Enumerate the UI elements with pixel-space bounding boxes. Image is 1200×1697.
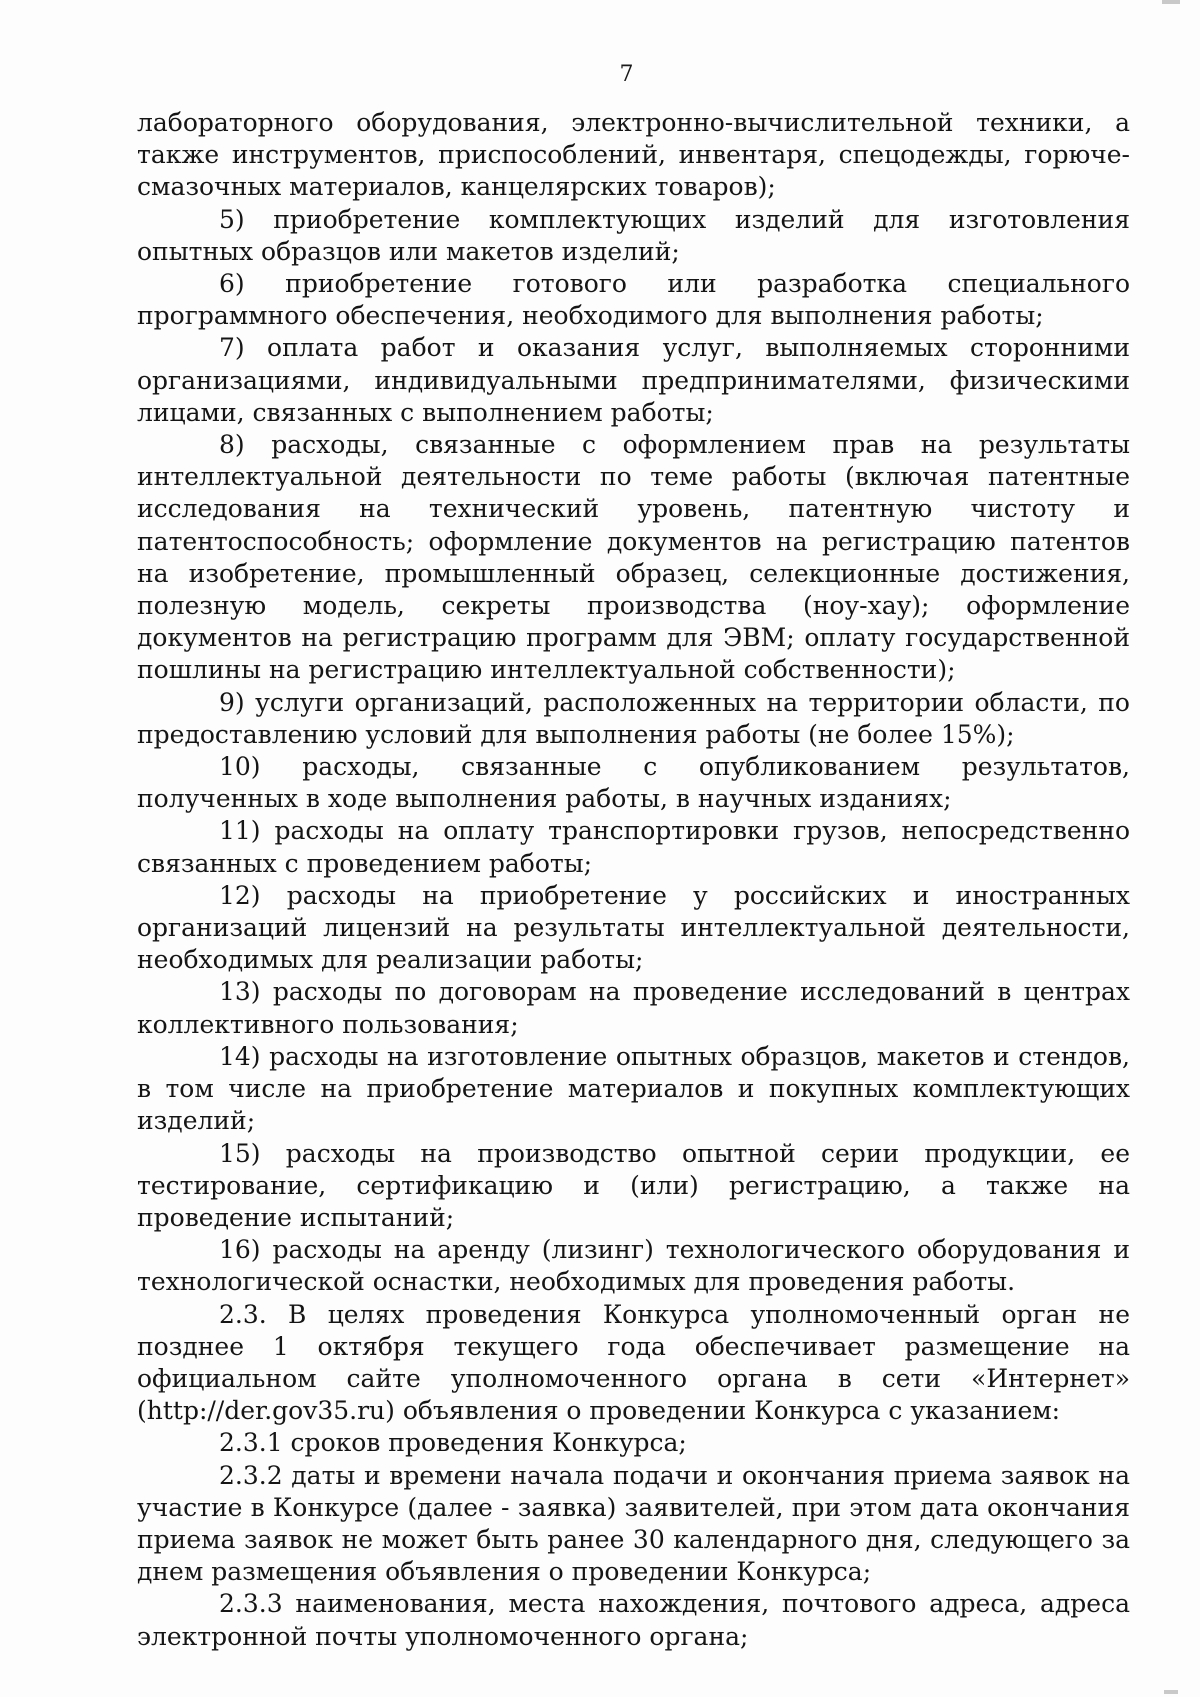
list-item-8: 8) расходы, связанные с оформлением прав на результаты интеллектуальной деятельности по теме работы (включая патентные исследования на технический уровень, патентную чистоту и патентоспособность; оформление документов на регистрацию патентов на изобретение, промышленный образец, селекционные достижения, полезную модель, секреты производства (ноу-хау); оформление документов на регистрацию программ для ЭВМ; оплату государственной пошлины на регистрацию интеллектуальной собственности); — [137, 430, 1130, 685]
paragraph-continuation: лабораторного оборудования, электронно-вычислительной техники, а также инструментов, приспособлений, инвентаря, спецодежды, горюче-смазочных материалов, канцелярских товаров); — [137, 108, 1130, 202]
list-item-13: 13) расходы по договорам на проведение исследований в центрах коллективного пользования; — [137, 977, 1130, 1039]
list-item-6: 6) приобретение готового или разработка специального программного обеспечения, необходимого для выполнения работы; — [137, 269, 1130, 331]
section-2-3-2: 2.3.2 даты и времени начала подачи и окончания приема заявок на участие в Конкурсе (далее - заявка) заявителей, при этом дата окончания приема заявок не может быть ранее 30 календарного дня, следующего за днем размещения объявления о проведении Конкурса; — [137, 1460, 1130, 1587]
list-item-7: 7) оплата работ и оказания услуг, выполняемых сторонними организациями, индивидуальными предпринимателями, физическими лицами, связанных с выполнением работы; — [137, 333, 1130, 427]
list-item-14: 14) расходы на изготовление опытных образцов, макетов и стендов, в том числе на приобретение материалов и покупных комплектующих изделий; — [137, 1041, 1130, 1136]
list-item-15: 15) расходы на производство опытной серии продукции, ее тестирование, сертификацию и (или) регистрацию, а также на проведение испытаний; — [137, 1138, 1130, 1232]
document-body — [137, 107, 1130, 1653]
list-item-5: 5) приобретение комплектующих изделий для изготовления опытных образцов или макетов изделий; — [137, 204, 1130, 266]
section-2-3: 2.3. В целях проведения Конкурса уполномоченный орган не позднее 1 октября текущего года обеспечивает размещение на официальном сайте уполномоченного органа в сети «Интернет» (http://der.gov35.ru) объявления о проведении Конкурса с указанием: — [137, 1299, 1130, 1426]
list-item-11: 11) расходы на оплату транспортировки грузов, непосредственно связанных с проведением работы; — [137, 816, 1130, 878]
list-item-12: 12) расходы на приобретение у российских и иностранных организаций лицензий на результаты интеллектуальной деятельности, необходимых для реализации работы; — [137, 880, 1130, 975]
scan-artifact-bottom — [1164, 1690, 1178, 1694]
list-item-16: 16) расходы на аренду (лизинг) технологического оборудования и технологической оснастки, необходимых для проведения работы. — [137, 1235, 1130, 1297]
page-number: 7 — [619, 62, 634, 87]
scan-artifact-top — [1162, 0, 1180, 4]
section-2-3-1: 2.3.1 сроков проведения Конкурса; — [219, 1428, 687, 1458]
list-item-9: 9) услуги организаций, расположенных на территории области, по предоставлению условий для выполнения работы (не более 15%); — [137, 687, 1130, 749]
section-2-3-3: 2.3.3 наименования, места нахождения, почтового адреса, адреса электронной почты уполномоченного органа; — [137, 1589, 1130, 1651]
list-item-10: 10) расходы, связанные с опубликованием результатов, полученных в ходе выполнения работы, в научных изданиях; — [137, 752, 1130, 814]
